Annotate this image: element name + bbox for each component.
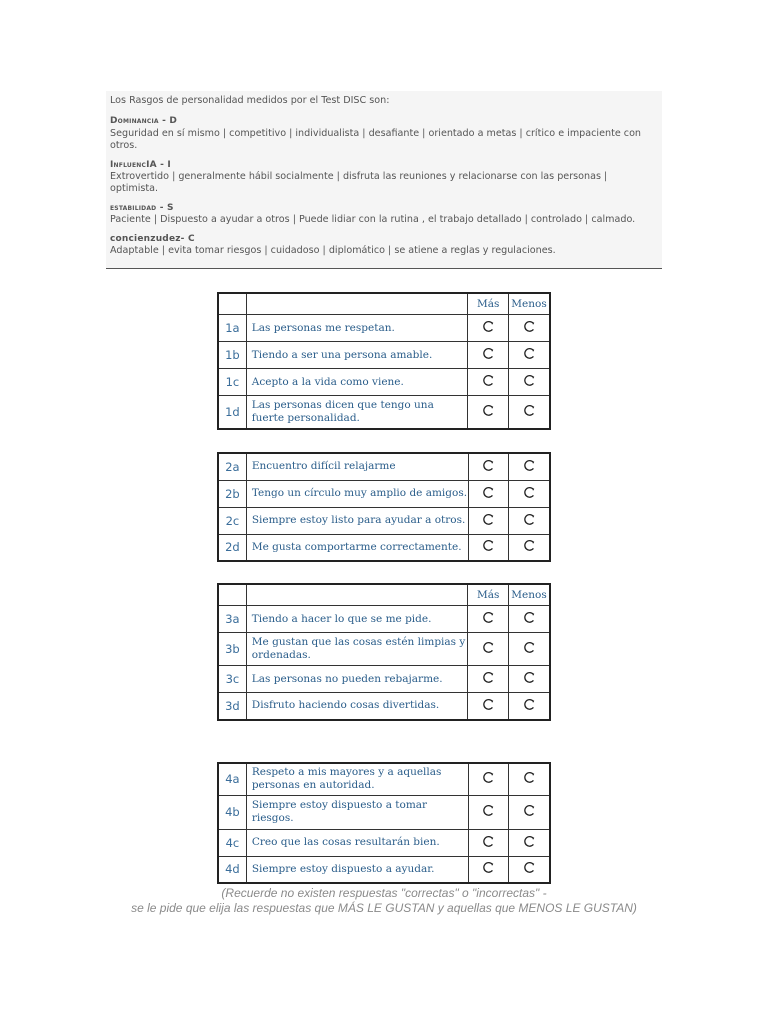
radio-icon[interactable] xyxy=(523,611,536,624)
question-number: 3c xyxy=(218,666,246,693)
radio-icon[interactable] xyxy=(482,861,495,874)
menos-radio-cell[interactable] xyxy=(509,396,550,429)
question-text: Tiendo a ser una persona amable. xyxy=(246,342,468,369)
table-row xyxy=(218,693,550,720)
instructions-footnote xyxy=(0,886,768,916)
trait-concienzudez xyxy=(110,233,658,258)
table-row xyxy=(218,606,550,633)
table-row xyxy=(218,342,550,369)
question-text: Las personas dicen que tengo una fuerte personalidad. xyxy=(246,396,468,429)
menos-radio-cell[interactable] xyxy=(509,763,550,795)
radio-icon[interactable] xyxy=(523,804,536,817)
radio-icon[interactable] xyxy=(523,347,536,360)
menos-radio-cell[interactable] xyxy=(509,507,550,534)
header-empty-cell xyxy=(246,584,468,606)
radio-icon[interactable] xyxy=(482,611,495,624)
question-text: Me gustan que las cosas estén limpias y ordenadas. xyxy=(246,633,468,666)
mas-radio-cell[interactable] xyxy=(468,369,509,396)
mas-radio-cell[interactable] xyxy=(468,795,509,829)
menos-radio-cell[interactable] xyxy=(509,606,550,633)
radio-icon[interactable] xyxy=(523,320,536,333)
radio-icon[interactable] xyxy=(482,459,495,472)
table-row xyxy=(218,369,550,396)
table-row xyxy=(218,396,550,429)
question-text: Tiendo a hacer lo que se me pide. xyxy=(246,606,468,633)
table-row xyxy=(218,795,550,829)
table-row xyxy=(218,315,550,342)
table-row xyxy=(218,480,550,507)
question-table-1 xyxy=(217,292,551,430)
question-text: Disfruto haciendo cosas divertidas. xyxy=(246,693,468,720)
header-menos: Menos xyxy=(509,584,550,606)
radio-icon[interactable] xyxy=(482,698,495,711)
question-number: 1a xyxy=(218,315,246,342)
menos-radio-cell[interactable] xyxy=(509,369,550,396)
radio-icon[interactable] xyxy=(482,671,495,684)
trait-title: estabilidad - S xyxy=(110,202,174,213)
header-mas: Más xyxy=(468,293,509,315)
trait-estabilidad xyxy=(110,202,658,227)
question-text: Tengo un círculo muy amplio de amigos. xyxy=(246,480,468,507)
mas-radio-cell[interactable] xyxy=(468,507,509,534)
question-number: 4c xyxy=(218,829,246,856)
radio-icon[interactable] xyxy=(482,320,495,333)
table-header-row xyxy=(218,584,550,606)
menos-radio-cell[interactable] xyxy=(509,342,550,369)
radio-icon[interactable] xyxy=(482,539,495,552)
header-empty-cell xyxy=(218,293,246,315)
mas-radio-cell[interactable] xyxy=(468,606,509,633)
menos-radio-cell[interactable] xyxy=(509,534,550,561)
menos-radio-cell[interactable] xyxy=(509,453,550,480)
radio-icon[interactable] xyxy=(482,771,495,784)
mas-radio-cell[interactable] xyxy=(468,396,509,429)
question-number: 4a xyxy=(218,763,246,795)
question-text: Creo que las cosas resultarán bien. xyxy=(246,829,468,856)
header-menos: Menos xyxy=(509,293,550,315)
question-text: Siempre estoy dispuesto a ayudar. xyxy=(246,856,468,883)
radio-icon[interactable] xyxy=(523,404,536,417)
trait-dominancia xyxy=(110,115,658,152)
question-number: 2b xyxy=(218,480,246,507)
radio-icon[interactable] xyxy=(482,835,495,848)
radio-icon[interactable] xyxy=(523,641,536,654)
question-number: 3b xyxy=(218,633,246,666)
question-number: 4b xyxy=(218,795,246,829)
radio-icon[interactable] xyxy=(482,804,495,817)
trait-influencia xyxy=(110,159,658,196)
radio-icon[interactable] xyxy=(523,771,536,784)
mas-radio-cell[interactable] xyxy=(468,633,509,666)
question-number: 1b xyxy=(218,342,246,369)
mas-radio-cell[interactable] xyxy=(468,342,509,369)
question-number: 2d xyxy=(218,534,246,561)
question-text: Me gusta comportarme correctamente. xyxy=(246,534,468,561)
question-text: Siempre estoy dispuesto a tomar riesgos. xyxy=(246,795,468,829)
question-table-3 xyxy=(217,583,551,721)
radio-icon[interactable] xyxy=(523,835,536,848)
table-row xyxy=(218,633,550,666)
question-number: 3a xyxy=(218,606,246,633)
question-text: Las personas me respetan. xyxy=(246,315,468,342)
question-number: 2c xyxy=(218,507,246,534)
question-table-4 xyxy=(217,762,551,884)
table-row xyxy=(218,856,550,883)
mas-radio-cell[interactable] xyxy=(468,453,509,480)
trait-title: Dominancia - D xyxy=(110,116,178,127)
table-row xyxy=(218,666,550,693)
table-header-row xyxy=(218,293,550,315)
table-row xyxy=(218,829,550,856)
menos-radio-cell[interactable] xyxy=(509,480,550,507)
disc-traits-box xyxy=(106,91,662,269)
question-number: 1d xyxy=(218,396,246,429)
radio-icon[interactable] xyxy=(523,861,536,874)
question-text: Respeto a mis mayores y a aquellas personas en autoridad. xyxy=(246,763,468,795)
question-text: Siempre estoy listo para ayudar a otros. xyxy=(246,507,468,534)
menos-radio-cell[interactable] xyxy=(509,315,550,342)
question-text: Las personas no pueden rebajarme. xyxy=(246,666,468,693)
header-mas: Más xyxy=(468,584,509,606)
radio-icon[interactable] xyxy=(523,374,536,387)
menos-radio-cell[interactable] xyxy=(509,856,550,883)
trait-description: Extrovertido | generalmente hábil socialmente | disfruta las reuniones y relacionarse con las personas | optimista. xyxy=(110,171,608,195)
mas-radio-cell[interactable] xyxy=(468,763,509,795)
table-row xyxy=(218,534,550,561)
mas-radio-cell[interactable] xyxy=(468,856,509,883)
menos-radio-cell[interactable] xyxy=(509,795,550,829)
mas-radio-cell[interactable] xyxy=(468,315,509,342)
menos-radio-cell[interactable] xyxy=(509,829,550,856)
mas-radio-cell[interactable] xyxy=(468,534,509,561)
radio-icon[interactable] xyxy=(482,641,495,654)
radio-icon[interactable] xyxy=(523,486,536,499)
radio-icon[interactable] xyxy=(482,347,495,360)
question-text: Encuentro difícil relajarme xyxy=(246,453,468,480)
table-row xyxy=(218,507,550,534)
question-table-2 xyxy=(217,452,551,562)
header-empty-cell xyxy=(218,584,246,606)
mas-radio-cell[interactable] xyxy=(468,829,509,856)
radio-icon[interactable] xyxy=(523,671,536,684)
header-empty-cell xyxy=(246,293,468,315)
menos-radio-cell[interactable] xyxy=(509,693,550,720)
trait-description: Seguridad en sí mismo | competitivo | individualista | desafiante | orientado a metas | crítico e impaciente con otros. xyxy=(110,127,642,152)
radio-icon[interactable] xyxy=(523,539,536,552)
traits-intro: Los Rasgos de personalidad medidos por el Test DISC son: xyxy=(110,95,390,106)
trait-description: Paciente | Dispuesto a ayudar a otros | Puede lidiar con la rutina , el trabajo detallado | controlado | calmado. xyxy=(110,214,636,226)
radio-icon[interactable] xyxy=(523,459,536,472)
trait-title: InfluencIA - I xyxy=(110,159,171,170)
mas-radio-cell[interactable] xyxy=(468,693,509,720)
radio-icon[interactable] xyxy=(523,698,536,711)
question-text: Acepto a la vida como viene. xyxy=(246,369,468,396)
radio-icon[interactable] xyxy=(482,513,495,526)
question-number: 1c xyxy=(218,369,246,396)
footnote-line-1: (Recuerde no existen respuestas "correctas" o "incorrectas" - xyxy=(221,886,547,900)
table-row xyxy=(218,763,550,795)
mas-radio-cell[interactable] xyxy=(468,480,509,507)
mas-radio-cell[interactable] xyxy=(468,666,509,693)
menos-radio-cell[interactable] xyxy=(509,666,550,693)
radio-icon[interactable] xyxy=(482,404,495,417)
question-number: 2a xyxy=(218,453,246,480)
radio-icon[interactable] xyxy=(523,513,536,526)
question-number: 4d xyxy=(218,856,246,883)
radio-icon[interactable] xyxy=(482,374,495,387)
trait-title: concienzudez- C xyxy=(110,233,195,244)
trait-description: Adaptable | evita tomar riesgos | cuidadoso | diplomático | se atiene a reglas y regulaciones. xyxy=(110,245,556,257)
menos-radio-cell[interactable] xyxy=(509,633,550,666)
footnote-line-2: se le pide que elija las respuestas que MÁS LE GUSTAN y aquellas que MENOS LE GUSTAN) xyxy=(131,901,637,915)
radio-icon[interactable] xyxy=(482,486,495,499)
table-row xyxy=(218,453,550,480)
question-number: 3d xyxy=(218,693,246,720)
